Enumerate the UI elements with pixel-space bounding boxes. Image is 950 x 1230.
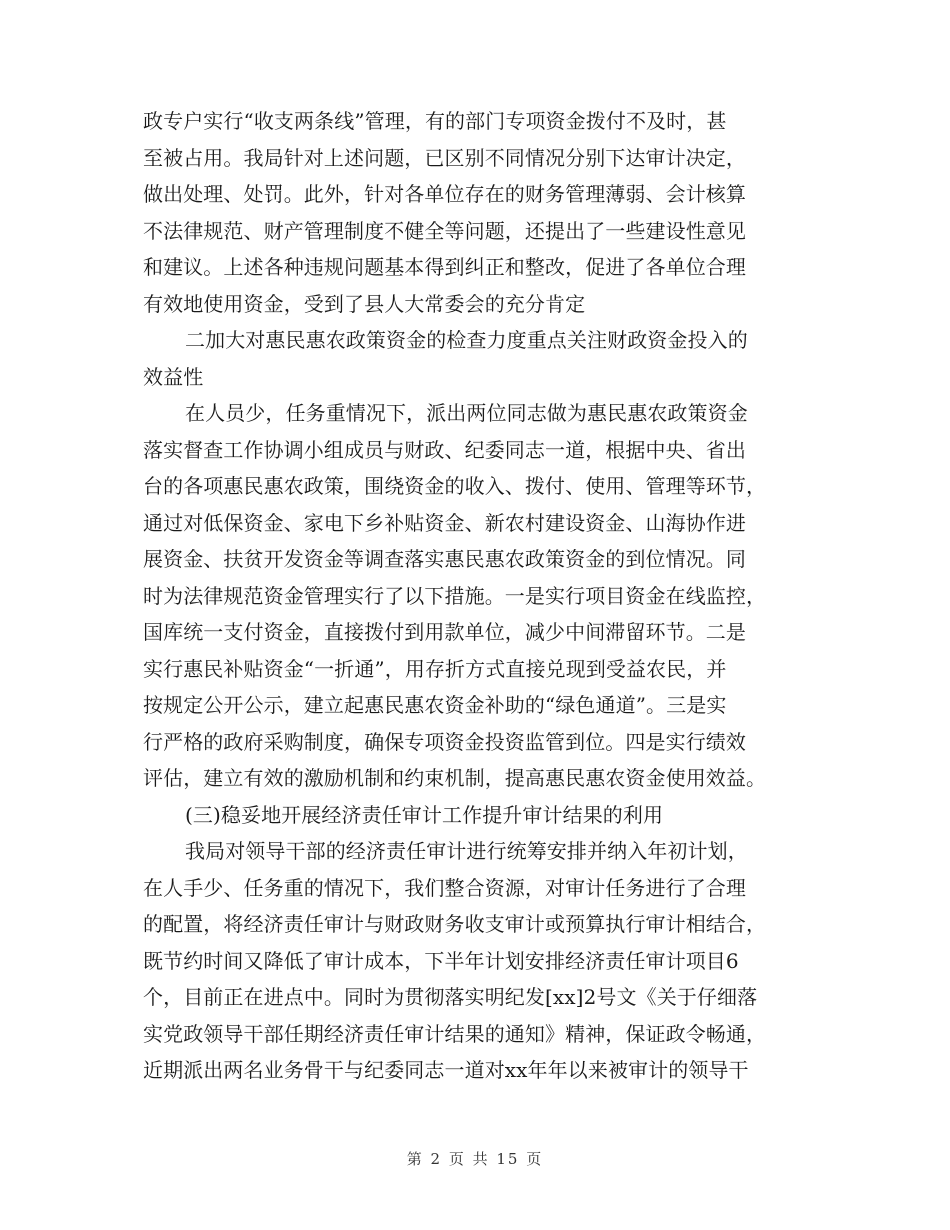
paragraph-start: 我局对领导干部的经济责任审计进行统筹安排并纳入年初计划， — [185, 839, 748, 863]
text-line: 实行惠民补贴资金“一折通”，用存折方式直接兑现到受益农民，并 — [143, 656, 727, 681]
text-line: 个，目前正在进点中。同时为贯彻落实明纪发[xx]2号文《关于仔细落 — [143, 985, 758, 1009]
page-footer: 第 2 页 共 15 页 — [406, 1150, 544, 1168]
text-line: 有效地使用资金，受到了县人大常委会的充分肯定 — [143, 291, 586, 316]
text-line: 国库统一支付资金，直接拨付到用款单位，减少中间滞留环节。二是 — [143, 620, 746, 644]
text-line: 在人手少、任务重的情况下，我们整合资源，对审计任务进行了合理 — [143, 875, 746, 900]
text-line: 展资金、扶贫开发资金等调查落实惠民惠农政策资金的到位情况。同 — [143, 547, 746, 571]
text-line: 政专户实行“收支两条线”管理，有的部门专项资金拨付不及时，甚 — [143, 109, 727, 133]
section-heading: 二加大对惠民惠农政策资金的检查力度重点关注财政资金投入的 — [185, 328, 748, 352]
text-line: 的配置，将经济责任审计与财政财务收支审计或预算执行审计相结合， — [143, 912, 767, 936]
body-text — [143, 103, 823, 1089]
paragraph-start: 在人员少，任务重情况下，派出两位同志做为惠民惠农政策资金 — [185, 401, 748, 425]
text-line: 台的各项惠民惠农政策，围绕资金的收入、拨付、使用、管理等环节， — [143, 474, 767, 498]
text-line: 通过对低保资金、家电下乡补贴资金、新农村建设资金、山海协作进 — [143, 510, 746, 535]
text-line: 做出处理、处罚。此外，针对各单位存在的财务管理薄弱、会计核算 — [143, 182, 746, 206]
text-line: 时为法律规范资金管理实行了以下措施。一是实行项目资金在线监控， — [143, 583, 767, 608]
text-line: 近期派出两名业务骨干与纪委同志一道对xx年年以来被审计的领导干 — [143, 1058, 749, 1082]
text-line: 实党政领导干部任期经济责任审计结果的通知》精神，保证政令畅通， — [143, 1021, 767, 1046]
text-line: 既节约时间又降低了审计成本，下半年计划安排经济责任审计项目6 — [143, 948, 739, 973]
section-heading: (三)稳妥地开展经济责任审计工作提升审计结果的利用 — [185, 802, 664, 827]
text-line: 行严格的政府采购制度，确保专项资金投资监管到位。四是实行绩效 — [143, 729, 746, 754]
text-line: 评估，建立有效的激励机制和约束机制，提高惠民惠农资金使用效益。 — [143, 766, 767, 790]
text-line: 效益性 — [143, 364, 204, 389]
text-line: 和建议。上述各种违规问题基本得到纠正和整改，促进了各单位合理 — [143, 255, 746, 279]
text-line: 落实督查工作协调小组成员与财政、纪委同志一道，根据中央、省出 — [143, 437, 746, 462]
text-line: 按规定公开公示，建立起惠民惠农资金补助的“绿色通道”。三是实 — [143, 693, 727, 717]
text-line: 至被占用。我局针对上述问题，已区别不同情况分别下达审计决定， — [143, 145, 746, 170]
text-line: 不法律规范、财产管理制度不健全等问题，还提出了一些建设性意见 — [143, 218, 746, 243]
